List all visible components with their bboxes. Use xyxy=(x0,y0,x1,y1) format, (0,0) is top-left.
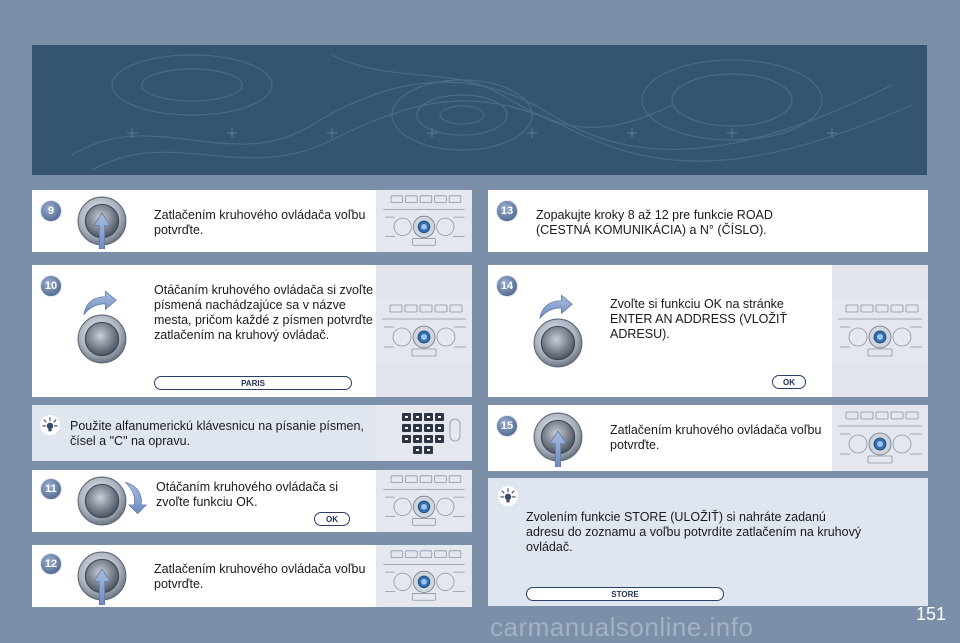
tip-text: Zvolením funkcie STORE (ULOŽIŤ) si nahráte zadanú adresu do zoznamu a voľbu potvrdíte zatlačením na kruhový ovládač. xyxy=(526,510,862,554)
alphanumeric-keypad-image xyxy=(376,405,472,461)
step-instruction: Zatlačením kruhového ovládača voľbu potvrďte. xyxy=(154,208,366,237)
step-instruction: Otáčaním kruhového ovládača si zvoľte funkciu OK. xyxy=(156,480,339,509)
store-button[interactable]: STORE xyxy=(526,587,724,601)
ok-button[interactable]: OK xyxy=(772,375,806,389)
step-number-badge: 15 xyxy=(496,415,518,437)
rotary-knob-icon xyxy=(532,317,584,369)
ok-button[interactable]: OK xyxy=(314,512,350,526)
console-controls-image xyxy=(832,405,928,471)
step-instruction: Zatlačením kruhového ovládača voľbu potvrďte. xyxy=(610,423,822,452)
lamp-icon xyxy=(40,415,60,435)
step-number-badge: 12 xyxy=(40,553,62,575)
push-arrow-icon xyxy=(93,213,111,249)
page-number: 151 xyxy=(915,604,946,624)
tip-text: Použite alfanumerickú klávesnicu na písanie písmen, čísel a "C" na opravu. xyxy=(70,419,364,448)
contour-map-decoration xyxy=(32,45,927,175)
paris-button[interactable]: PARIS xyxy=(154,376,352,390)
step-number-badge: 10 xyxy=(40,275,62,297)
step-12-panel xyxy=(32,545,472,607)
step-number-badge: 9 xyxy=(40,200,62,222)
step-instruction: Zvoľte si funkciu OK na stránke ENTER AN ADDRESS (VLOŽIŤ ADRESU). xyxy=(610,297,788,341)
rotary-knob-icon xyxy=(76,475,128,527)
header-banner xyxy=(32,45,927,175)
step-10-panel xyxy=(32,265,472,397)
console-controls-image xyxy=(376,265,472,397)
rotary-knob-icon xyxy=(76,313,128,365)
step-13-panel xyxy=(488,190,928,252)
step-11-panel xyxy=(32,470,472,532)
watermark: carmanualsonline.info xyxy=(490,612,754,642)
console-controls-image xyxy=(376,190,472,252)
lamp-icon xyxy=(498,486,518,506)
step-9-panel xyxy=(32,190,472,252)
step-instruction: Zopakujte kroky 8 až 12 pre funkcie ROAD (CESTNÁ KOMUNIKÁCIA) a N° (ČÍSLO). xyxy=(536,208,773,237)
step-14-panel xyxy=(488,265,928,397)
console-controls-image xyxy=(376,470,472,532)
step-number-badge: 13 xyxy=(496,200,518,222)
step-instruction: Zatlačením kruhového ovládača voľbu potvrďte. xyxy=(154,562,366,591)
push-arrow-icon xyxy=(549,431,567,467)
step-15-panel xyxy=(488,405,928,471)
console-controls-image xyxy=(376,545,472,607)
step-instruction: Otáčaním kruhového ovládača si zvoľte písmená nachádzajúce sa v názve mesta, pričom každé z písmen potvrďte zatlačením na kruhový ovládač. xyxy=(154,283,374,342)
step-number-badge: 14 xyxy=(496,275,518,297)
push-arrow-icon xyxy=(93,569,111,605)
step-number-badge: 11 xyxy=(40,478,62,500)
tip-keypad-panel xyxy=(32,405,472,461)
turn-down-arrow-icon xyxy=(122,480,148,516)
console-controls-image xyxy=(832,265,928,397)
tip-store-panel xyxy=(488,478,928,606)
